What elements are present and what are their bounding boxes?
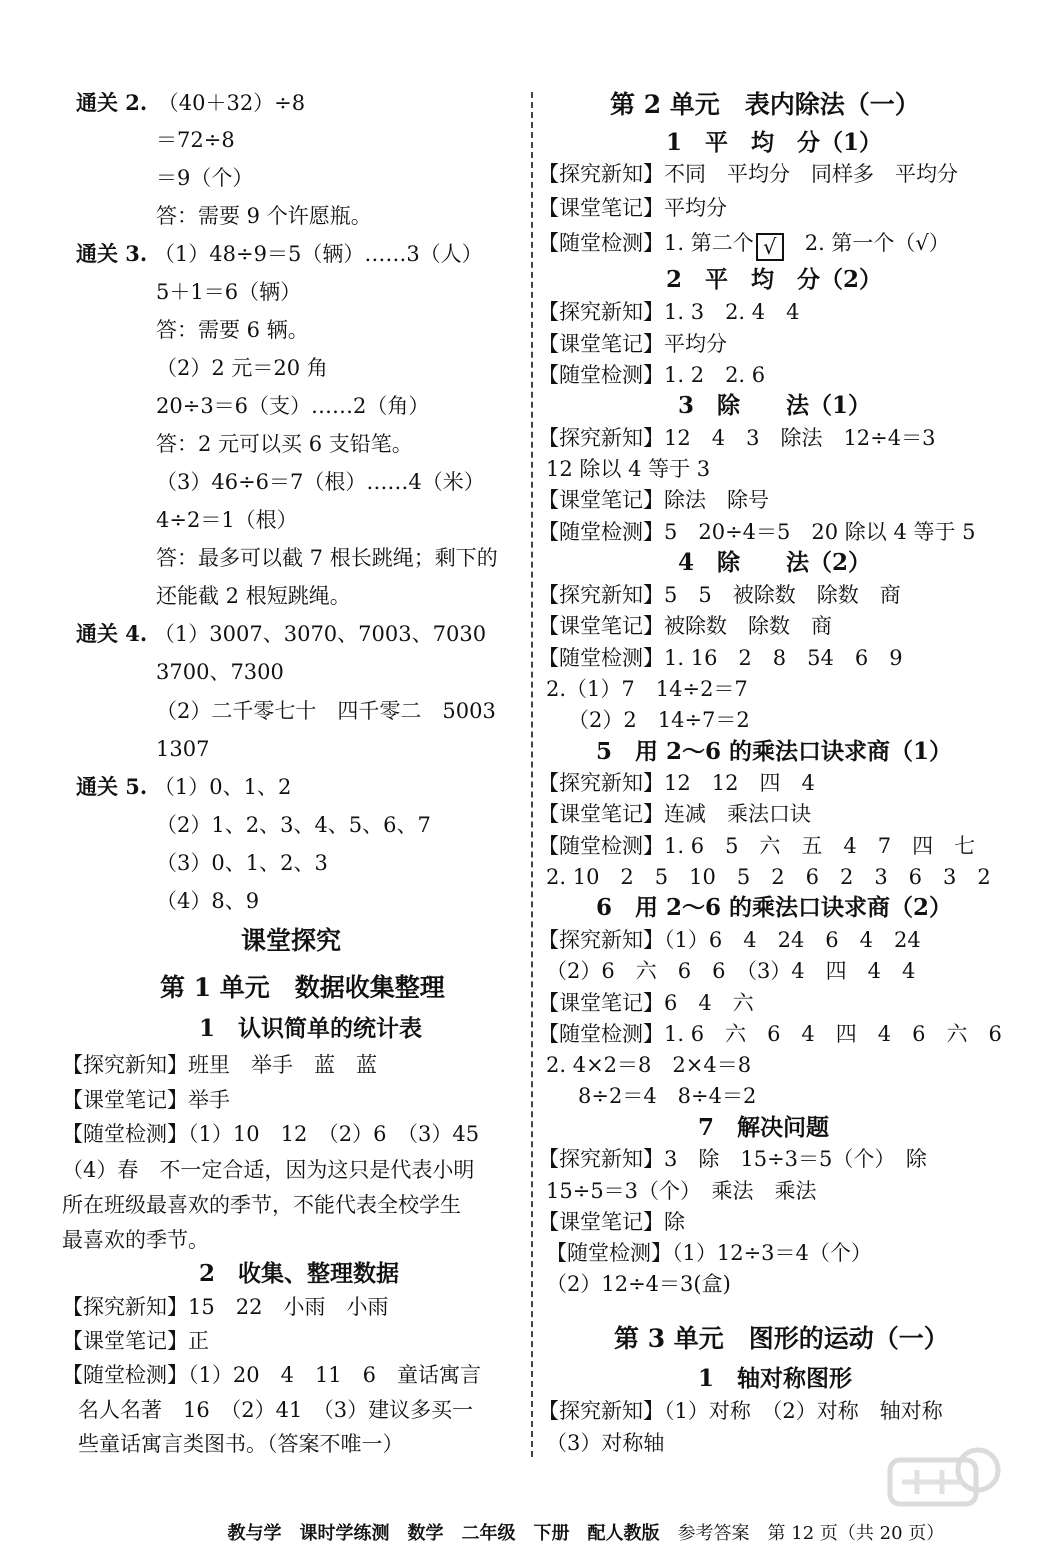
section-title: 课堂探究 [241,926,342,955]
answer-line: 8÷2＝4 8÷4＝2 [578,1084,757,1108]
answer-line: 4÷2＝1（根） [156,508,298,532]
answer-line: 【探究新知】不同 平均分 同样多 平均分 [538,162,958,186]
answer-line: 【探究新知】12 4 3 除法 12÷4＝3 [538,426,936,450]
answer-line: 【课堂笔记】平均分 [538,332,727,356]
answer-line: 【课堂笔记】举手 [62,1088,230,1112]
answer-line: 2.（1）7 14÷2＝7 [546,677,748,701]
lesson-title: 1 平 均 分（1） [666,129,883,156]
answer-line: 【课堂笔记】连减 乘法口诀 [538,802,811,826]
lesson-title: 7 解决问题 [698,1114,830,1141]
unit-title: 第 3 单元 图形的运动（一） [614,1324,949,1353]
answer-line: 还能截 2 根短跳绳。 [156,584,351,608]
answer-line: 【随堂检测】5 20÷4＝5 20 除以 4 等于 5 [538,520,976,544]
answer-line: 答：最多可以截 7 根长跳绳；剩下的 [156,546,498,570]
answer-line: 名人名著 16 （2）41 （3）建议多买一 [78,1398,474,1422]
page-footer [215,1498,944,1545]
answer-line: 【课堂笔记】除 [538,1210,685,1234]
answer-line: 【课堂笔记】平均分 [538,196,727,220]
unit-title: 第 2 单元 表内除法（一） [610,90,920,119]
answer-line: 【随堂检测】1. 2 2. 6 [538,363,766,387]
answer-line: 【探究新知】12 12 四 4 [538,771,815,795]
answer-line: 【随堂检测】1. 6 5 六 五 4 7 四 七 [538,834,976,858]
lesson-title: 2 收集、整理数据 [199,1260,400,1287]
answer-line: 答：2 元可以买 6 支铅笔。 [156,432,413,456]
answer-line: 【探究新知】（1）6 4 24 6 4 24 [538,928,921,952]
answer-line: 最喜欢的季节。 [62,1228,209,1252]
lesson-title: 1 轴对称图形 [698,1365,853,1392]
answer-line: 20÷3＝6（支）……2（角） [156,394,430,418]
answer-line: 通关 2. （40＋32）÷8 [76,90,306,115]
answer-line: 5＋1＝6（辆） [156,280,302,304]
answer-line: ＝9（个） [156,166,254,190]
answer-line: （3）对称轴 [546,1431,665,1455]
answer-line: （4）8、9 [156,889,260,913]
answer-line: 【探究新知】1. 3 2. 4 4 [538,300,800,324]
answer-line: （2）1、2、3、4、5、6、7 [156,813,431,837]
lesson-title: 3 除 法（1） [678,392,872,419]
answer-line: 答：需要 6 辆。 [156,318,309,342]
answer-line: 1307 [156,737,210,761]
lesson-title: 4 除 法（2） [678,549,872,576]
answer-line: （2）12÷4＝3(盒) [546,1272,731,1296]
answer-line: （2）6 六 6 6 （3）4 四 4 4 [546,959,916,983]
lesson-title: 1 认识简单的统计表 [199,1015,423,1042]
answer-line: 【探究新知】班里 举手 蓝 蓝 [62,1053,377,1077]
answer-line: 【随堂检测】1. 第二个 √ 2. 第一个（√） [538,231,950,259]
answer-line: 12 除以 4 等于 3 [546,457,711,481]
lesson-title: 5 用 2～6 的乘法口诀求商（1） [596,738,953,765]
answer-line: 通关 3. （1）48÷9＝5（辆）……3（人） [76,241,483,266]
answer-line: （2）2 元＝20 角 [156,356,328,380]
answer-line: ＝72÷8 [156,128,235,152]
answer-line: 【随堂检测】1. 16 2 8 54 6 9 [538,646,903,670]
check-box-icon: √ [756,233,784,261]
answer-line: 【探究新知】15 22 小雨 小雨 [62,1295,389,1319]
watermark-logo-icon [882,1440,1002,1520]
unit-title: 第 1 单元 数据收集整理 [160,973,445,1002]
answer-line: 【随堂检测】（1）20 4 11 6 童话寓言 [62,1363,482,1387]
answer-line: 【课堂笔记】被除数 除数 商 [538,614,832,638]
answer-line: 【探究新知】（1）对称 （2）对称 轴对称 [538,1399,943,1423]
answer-line: 【随堂检测】1. 6 六 6 4 四 4 6 六 6 [538,1022,1002,1046]
answer-line: 【随堂检测】（1）10 12 （2）6 （3）45 [62,1122,480,1146]
column-divider [531,92,533,1457]
lesson-title: 6 用 2～6 的乘法口诀求商（2） [596,894,953,921]
answer-line: （3）46÷6＝7（根）……4（米） [156,470,485,494]
footer-book-info: 教与学 课时学练测 数学 二年级 下册 配人教版 [227,1523,660,1544]
answer-line: 2. 10 2 5 10 5 2 6 2 3 6 3 2 [546,865,991,889]
answer-line: 【探究新知】3 除 15÷3＝5（个） 除 [538,1147,927,1171]
answer-line: 通关 4. （1）3007、3070、7003、7030 [76,621,487,646]
answer-line: 15÷5＝3（个） 乘法 乘法 [546,1179,817,1203]
answer-line: 所在班级最喜欢的季节，不能代表全校学生 [62,1193,461,1217]
lesson-title: 2 平 均 分（2） [666,266,883,293]
answer-line: 3700、7300 [156,660,284,684]
answer-line: （2）二千零七十 四千零二 5003 [156,699,496,723]
answer-line: 通关 5. （1）0、1、2 [76,774,292,799]
answer-line: 【随堂检测】（1）12÷3＝4（个） [546,1241,872,1265]
answer-line: （2）2 14÷7＝2 [568,708,750,732]
answer-line: （3）0、1、2、3 [156,851,328,875]
answer-line: （4）春 不一定合适，因为这只是代表小明 [62,1158,475,1182]
answer-line: 【课堂笔记】6 4 六 [538,991,754,1015]
footer-page-number: 参考答案 第 12 页（共 20 页） [677,1523,945,1544]
answer-line: 答：需要 9 个许愿瓶。 [156,204,372,228]
answer-line: 些童话寓言类图书。（答案不唯一） [78,1432,404,1456]
answer-line: 【课堂笔记】除法 除号 [538,488,769,512]
answer-line: 【探究新知】5 5 被除数 除数 商 [538,583,901,607]
answer-line: 2. 4×2＝8 2×4＝8 [546,1053,752,1077]
answer-line: 【课堂笔记】正 [62,1329,209,1353]
